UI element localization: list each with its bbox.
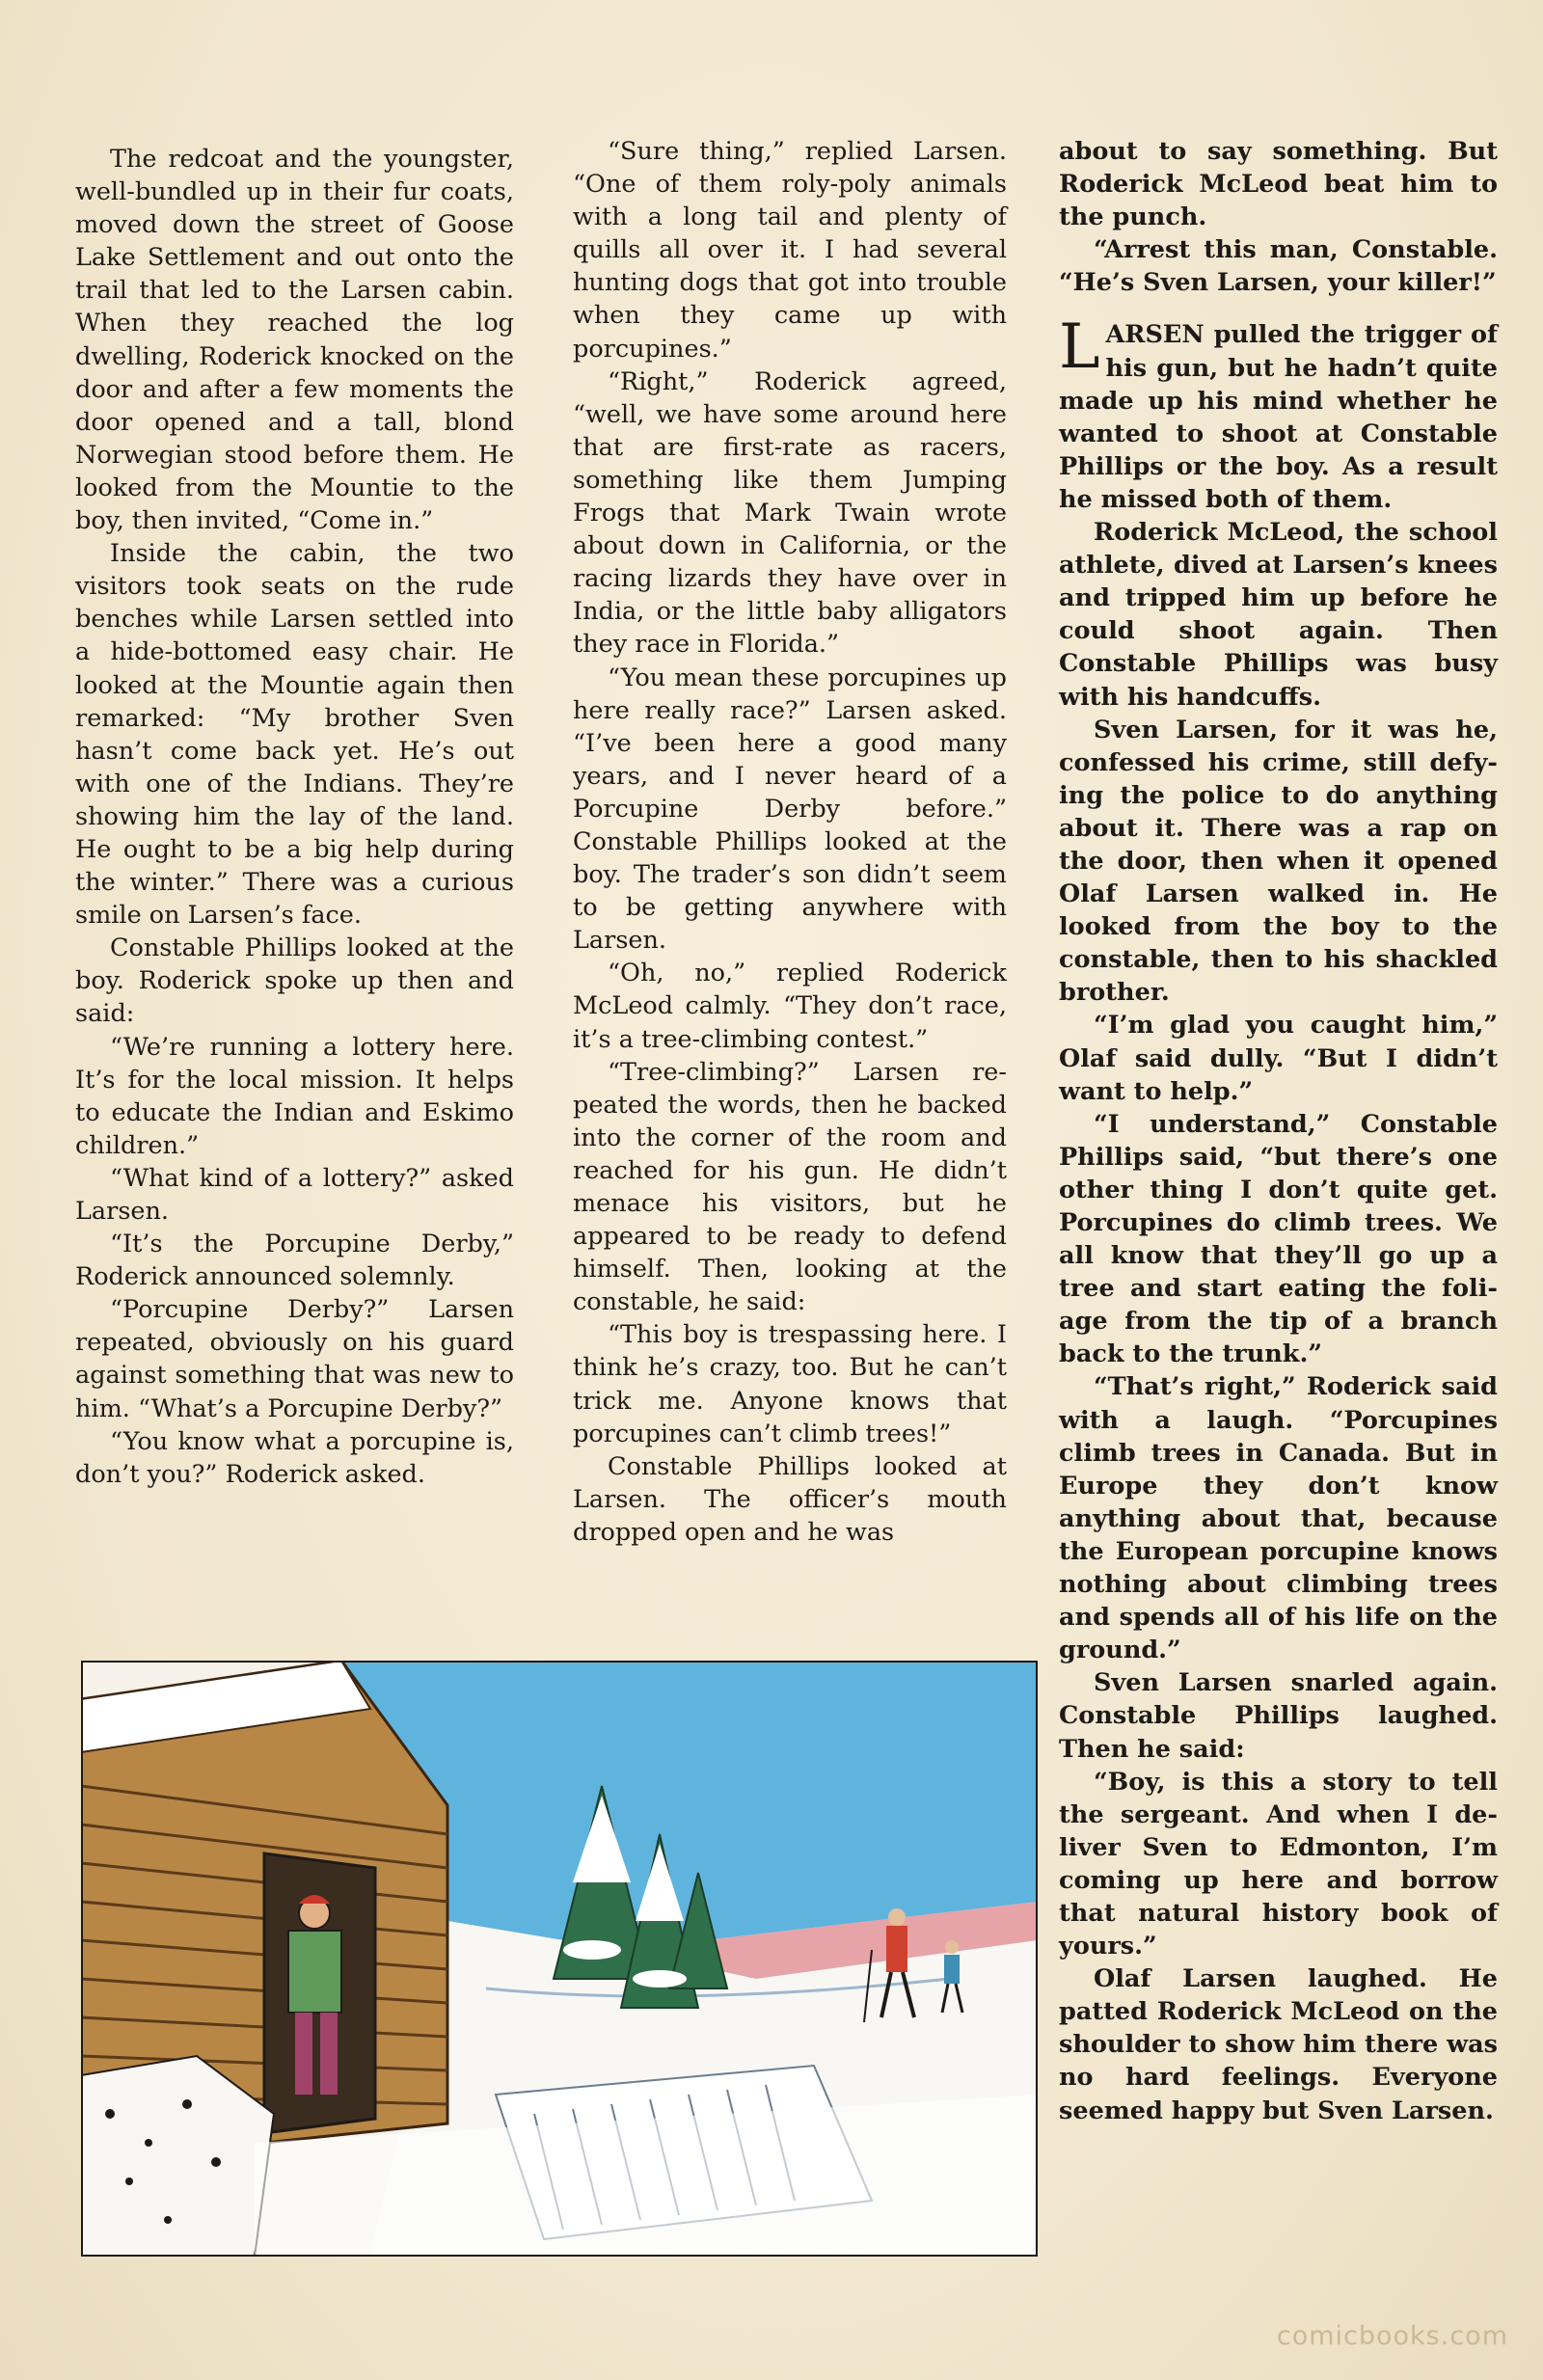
paragraph: “What kind of a lottery?” asked Larsen. xyxy=(75,1163,514,1226)
text-column-2 xyxy=(573,135,1007,1549)
dropcap-paragraph-text: ARSEN pulled the trigger of his gun, but he hadn’t quite made up his mind whether he wanted to shoot at Constable Phillips or the boy. As a result he missed both of them. xyxy=(1059,320,1498,514)
paragraph: Constable Phillips looked at the boy. Roderick spoke up then and said: xyxy=(75,933,514,1029)
text-column-1 xyxy=(75,143,514,1491)
paragraph: “That’s right,” Roderick said with a laugh. “Porcupines climb trees in Canada. But in Europe they don’t know anything about that, because the European porcupine knows nothing about climbing trees and spends all of his life on the ground.” xyxy=(1059,1372,1498,1665)
paragraph: “This boy is trespassing here. I think he’s crazy, too. But he can’t trick me. Anyone knows that porcupines can’t climb trees!” xyxy=(573,1320,1007,1448)
text-column-3 xyxy=(1059,135,1498,2127)
paragraph: “It’s the Porcupine Derby,” Roderick announced solemnly. xyxy=(75,1230,514,1292)
watermark: comicbooks.com xyxy=(1276,2321,1508,2351)
paragraph: “I’m glad you caught him,” Olaf said dully. “But I didn’t want to help.” xyxy=(1059,1011,1498,1106)
paragraph: Sven Larsen, for it was he, confessed his crime, still defying the police to do anything about it. There was a rap on the door, then when it opened Olaf Larsen walked in. He looked from the boy to the constable, then to his shackled brother. xyxy=(1059,715,1498,1008)
paragraph: “Porcupine Derby?” Larsen repeated, obviously on his guard against something that was new to him. “What’s a Porcupine Derby?” xyxy=(75,1295,514,1423)
paragraph: “Right,” Roderick agreed, “well, we have some around here that are first-rate as racers, something like them Jumping Frogs that Mark Twain wrote about down in California, or the racing lizards they have over in India, or the little baby alligators they race in Florida.” xyxy=(573,366,1007,660)
paragraph: Olaf Larsen laughed. He patted Roderick McLeod on the shoulder to show him there was no hard feelings. Everyone seemed happy but Sven Larsen. xyxy=(1059,1964,1498,2125)
cabin-snow-illustration xyxy=(81,1661,1038,2257)
paragraph: “Sure thing,” replied Larsen. “One of them roly-poly animals with a long tail and plenty of quills all over it. I had several hunting dogs that got into trouble when they came up with porcupines.” xyxy=(573,137,1007,364)
paragraph: “I understand,” Constable Phillips said, “but there’s one other thing I don’t quite get. Porcupines do climb trees. We all know that they’ll go up a tree and start eating the foliage from the tip of a branch back to the trunk.” xyxy=(1059,1109,1498,1369)
paragraph: “Boy, is this a story to tell the sergeant. And when I deliver Sven to Edmonton, I’m coming up here and borrow that natural history book of yours.” xyxy=(1059,1767,1498,1961)
drop-cap-letter: L xyxy=(1059,311,1100,384)
paragraph: Sven Larsen snarled again. Constable Phillips laughed. Then he said: xyxy=(1059,1668,1498,1764)
paragraph: Roderick McLeod, the school athlete, dived at Larsen’s knees and tripped him up before he could shoot again. Then Constable Phillips was busy with his handcuffs. xyxy=(1059,518,1498,712)
paragraph: “Tree-climbing?” Larsen repeated the words, then he backed into the corner of the room and reached for his gun. He didn’t menace his visitors, but he appeared to be ready to defend himself. Then, looking at the constable, he said: xyxy=(573,1057,1007,1317)
paragraph: “We’re running a lottery here. It’s for the local mission. It helps to educate the Indian and Eskimo children.” xyxy=(75,1032,514,1160)
paragraph: “Oh, no,” replied Roderick McLeod calmly. “They don’t race, it’s a tree-climbing contest.” xyxy=(573,959,1007,1054)
paragraph: “You mean these porcupines up here really race?” Larsen asked. “I’ve been here a good many years, and I never heard of a Porcupine Derby before.” Constable Phillips looked at the boy. The trader’s son didn’t seem to be getting anywhere with Larsen. xyxy=(573,663,1007,956)
paragraph: The redcoat and the youngster, well-bundled up in their fur coats, moved down the street of Goose Lake Settlement and out onto the trail that led to the Larsen cabin. When they reached the log dwelling, Roderick knocked on the door and after a few moments the door opened and a tall, blond Norwegian stood before them. He looked from the Mountie to the boy, then invited, “Come in.” xyxy=(75,145,514,536)
paragraph: “Arrest this man, Constable. “He’s Sven Larsen, your killer!” xyxy=(1059,235,1498,298)
paragraph: “You know what a porcupine is, don’t you?” Roderick asked. xyxy=(75,1426,514,1489)
paragraph: Inside the cabin, the two visitors took seats on the rude benches while Larsen settled into a hide-bottomed easy chair. He looked at the Mountie again then remarked: “My brother Sven hasn’t come back yet. He’s out with one of the Indians. They’re showing him the lay of the land. He ought to be a big help during the winter.” There was a curious smile on Larsen’s face. xyxy=(75,539,514,931)
paragraph: Constable Phillips looked at Larsen. The officer’s mouth dropped open and he was xyxy=(573,1451,1007,1547)
paragraph: about to say something. But Roderick McLeod beat him to the punch. xyxy=(1059,137,1498,232)
dropcap-paragraph xyxy=(1059,311,1498,516)
